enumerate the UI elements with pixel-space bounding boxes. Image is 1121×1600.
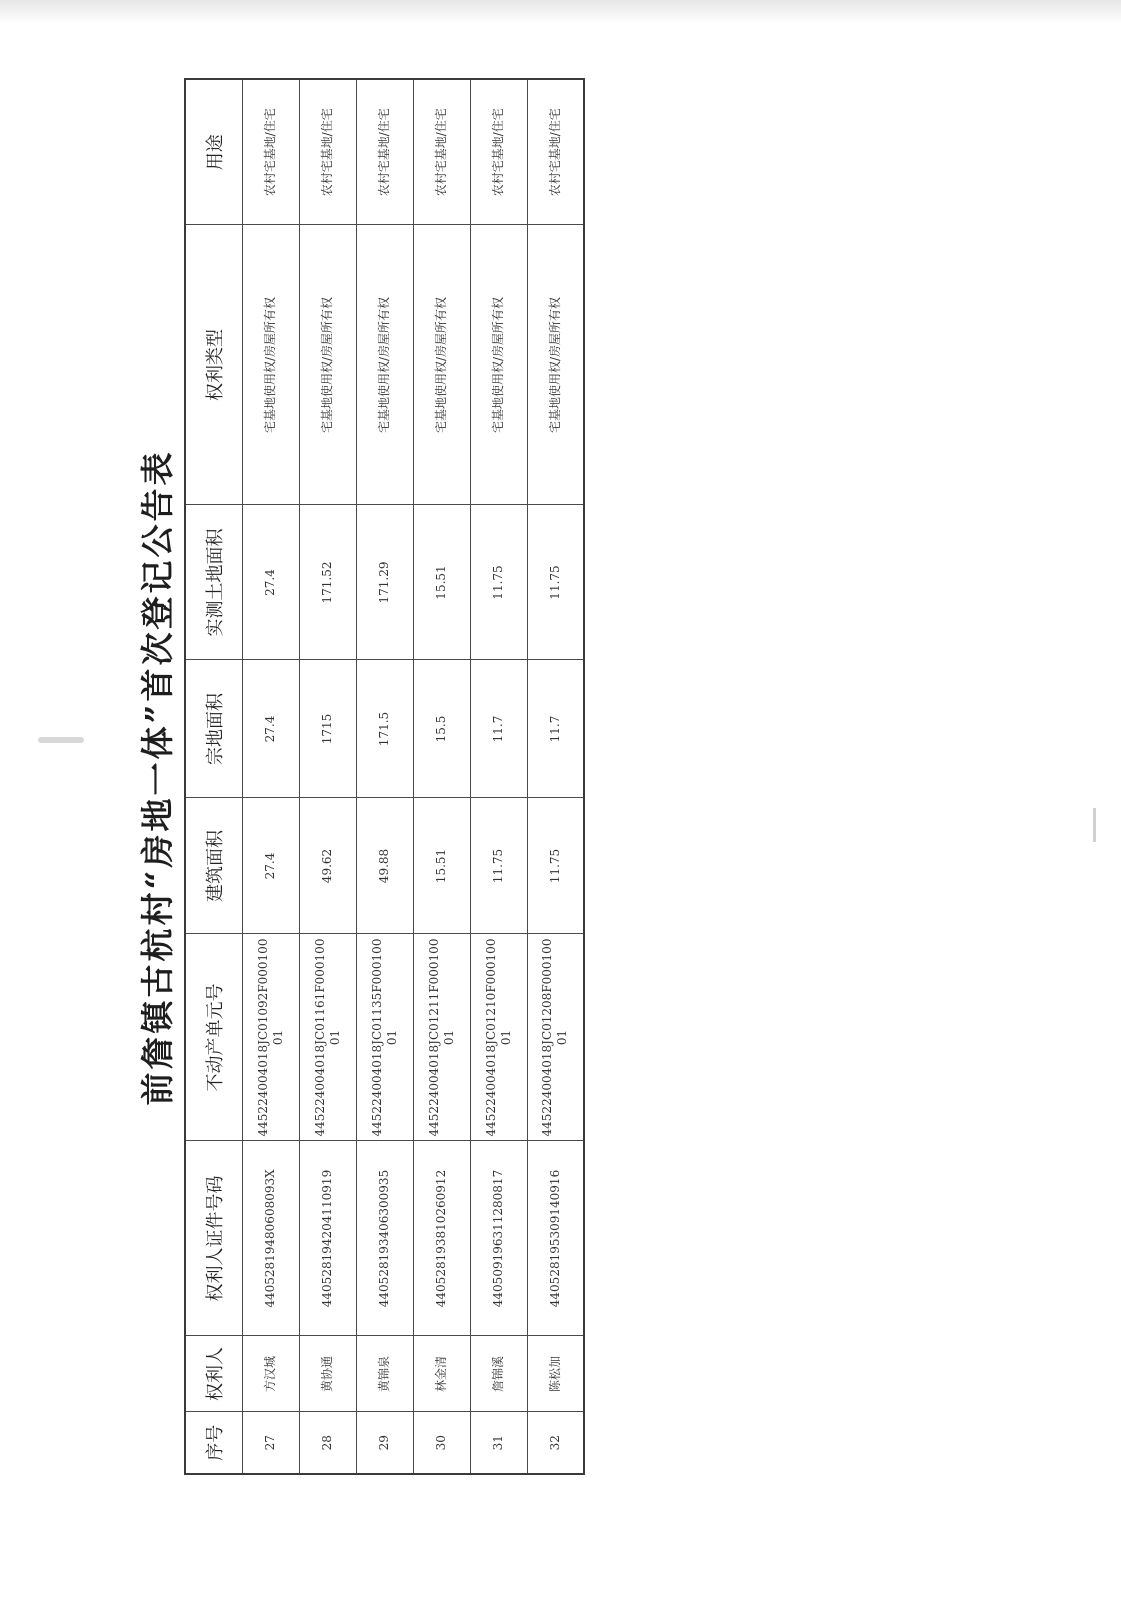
cell-unit-number: 445224004018JC01211F00010001 xyxy=(413,934,470,1141)
cell-unit-number: 445224004018JC01161F00010001 xyxy=(299,934,356,1141)
cell-owner: 詹锦溪 xyxy=(470,1336,527,1412)
header-usage: 用途 xyxy=(185,79,242,225)
table-row xyxy=(470,79,527,1474)
cell-id-number: 440528193810260912 xyxy=(413,1141,470,1336)
cell-right-type: 宅基地使用权/房屋所有权 xyxy=(242,225,299,505)
header-building-area: 建筑面积 xyxy=(185,798,242,934)
cell-seq: 28 xyxy=(299,1412,356,1474)
cell-right-type: 宅基地使用权/房屋所有权 xyxy=(470,225,527,505)
header-id-number: 权利人证件号码 xyxy=(185,1141,242,1336)
cell-building-area: 49.88 xyxy=(356,798,413,934)
cell-seq: 32 xyxy=(527,1412,584,1474)
cell-usage: 农村宅基地/住宅 xyxy=(527,79,584,225)
rotated-page-content xyxy=(132,80,582,1475)
cell-building-area: 15.51 xyxy=(413,798,470,934)
cell-id-number: 440528194204110919 xyxy=(299,1141,356,1336)
cell-seq: 31 xyxy=(470,1412,527,1474)
cell-id-number: 44052819480608093X xyxy=(242,1141,299,1336)
table-row xyxy=(242,79,299,1474)
cell-id-number: 440528193406300935 xyxy=(356,1141,413,1336)
cell-seq: 29 xyxy=(356,1412,413,1474)
cell-usage: 农村宅基地/住宅 xyxy=(470,79,527,225)
cell-measured-land-area: 171.52 xyxy=(299,505,356,660)
cell-parcel-area: 15.5 xyxy=(413,660,470,798)
cell-unit-number: 445224004018JC01210F00010001 xyxy=(470,934,527,1141)
cell-owner: 黄锦泉 xyxy=(356,1336,413,1412)
scan-mark xyxy=(1093,808,1096,842)
table-row xyxy=(356,79,413,1474)
header-measured-land-area: 实测土地面积 xyxy=(185,505,242,660)
cell-building-area: 11.75 xyxy=(470,798,527,934)
document-title: 前詹镇古杭村“房地一体”首次登记公告表 xyxy=(138,449,177,1106)
cell-measured-land-area: 27.4 xyxy=(242,505,299,660)
cell-right-type: 宅基地使用权/房屋所有权 xyxy=(527,225,584,505)
cell-measured-land-area: 171.29 xyxy=(356,505,413,660)
header-owner: 权利人 xyxy=(185,1336,242,1412)
cell-parcel-area: 171.5 xyxy=(356,660,413,798)
cell-usage: 农村宅基地/住宅 xyxy=(242,79,299,225)
cell-parcel-area: 27.4 xyxy=(242,660,299,798)
cell-usage: 农村宅基地/住宅 xyxy=(299,79,356,225)
cell-unit-number: 445224004018JC01208F00010001 xyxy=(527,934,584,1141)
cell-owner: 陈松加 xyxy=(527,1336,584,1412)
cell-usage: 农村宅基地/住宅 xyxy=(356,79,413,225)
header-unit-number: 不动产单元号 xyxy=(185,934,242,1141)
cell-id-number: 440509196311280817 xyxy=(470,1141,527,1336)
registration-table xyxy=(184,78,585,1475)
scan-top-shadow xyxy=(0,0,1121,24)
table-header-row xyxy=(185,79,242,1474)
cell-parcel-area: 1715 xyxy=(299,660,356,798)
cell-right-type: 宅基地使用权/房屋所有权 xyxy=(413,225,470,505)
header-seq: 序号 xyxy=(185,1412,242,1474)
cell-building-area: 11.75 xyxy=(527,798,584,934)
cell-seq: 27 xyxy=(242,1412,299,1474)
table-row xyxy=(413,79,470,1474)
cell-seq: 30 xyxy=(413,1412,470,1474)
cell-measured-land-area: 11.75 xyxy=(470,505,527,660)
cell-usage: 农村宅基地/住宅 xyxy=(413,79,470,225)
cell-parcel-area: 11.7 xyxy=(527,660,584,798)
cell-owner: 黄协通 xyxy=(299,1336,356,1412)
cell-unit-number: 445224004018JC01092F00010001 xyxy=(242,934,299,1141)
cell-id-number: 440528195309140916 xyxy=(527,1141,584,1336)
table-row xyxy=(527,79,584,1474)
cell-measured-land-area: 15.51 xyxy=(413,505,470,660)
table-row xyxy=(299,79,356,1474)
header-parcel-area: 宗地面积 xyxy=(185,660,242,798)
cell-owner: 方汉城 xyxy=(242,1336,299,1412)
cell-parcel-area: 11.7 xyxy=(470,660,527,798)
cell-building-area: 49.62 xyxy=(299,798,356,934)
cell-building-area: 27.4 xyxy=(242,798,299,934)
header-right-type: 权利类型 xyxy=(185,225,242,505)
scan-smudge xyxy=(38,737,84,743)
cell-right-type: 宅基地使用权/房屋所有权 xyxy=(299,225,356,505)
cell-right-type: 宅基地使用权/房屋所有权 xyxy=(356,225,413,505)
cell-measured-land-area: 11.75 xyxy=(527,505,584,660)
cell-unit-number: 445224004018JC01135F00010001 xyxy=(356,934,413,1141)
cell-owner: 林金清 xyxy=(413,1336,470,1412)
